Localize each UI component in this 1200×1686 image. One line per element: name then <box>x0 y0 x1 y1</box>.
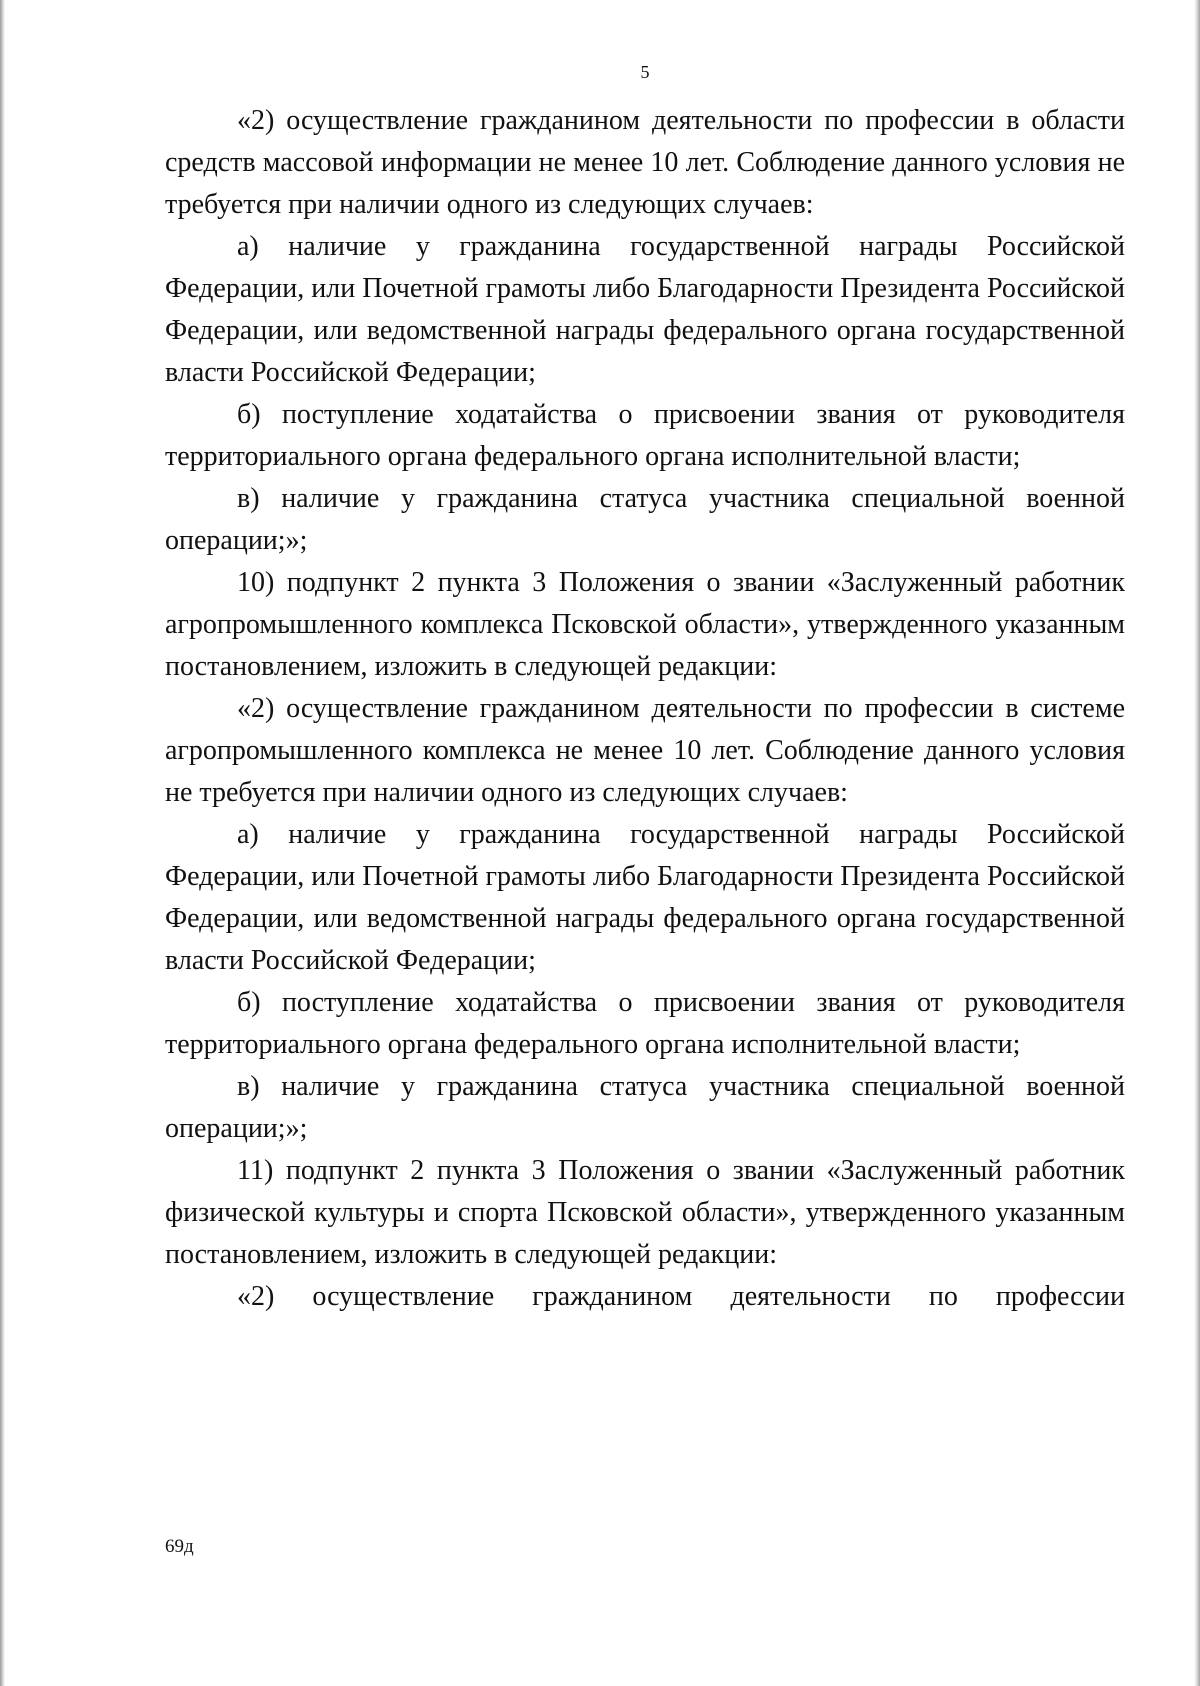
document-body <box>165 100 1125 1318</box>
paragraph: 11) подпункт 2 пункта 3 Положения о звании «Заслуженный работник физической культуры и спорта Псковской области», утвержденного указанным постановлением, изложить в следующей редакции: <box>165 1155 1125 1270</box>
document-code: 69д <box>165 1536 194 1557</box>
paragraph: «2) осуществление гражданином деятельности по профессии <box>237 1281 1125 1312</box>
paragraph: «2) осуществление гражданином деятельности по профессии в системе агропромышленного комплекса не менее 10 лет. Соблюдение данного условия не требуется при наличии одного из следующих случаев: <box>165 693 1125 808</box>
paragraph: а) наличие у гражданина государственной награды Российской Федерации, или Почетной грамоты либо Благодарности Президента Российской Федерации, или ведомственной награды федерального органа государственной власти Российской Федерации; <box>165 231 1125 388</box>
paragraph: «2) осуществление гражданином деятельности по профессии в области средств массовой информации не менее 10 лет. Соблюдение данного условия не требуется при наличии одного из следующих случаев: <box>165 105 1125 220</box>
paragraph: 10) подпункт 2 пункта 3 Положения о звании «Заслуженный работник агропромышленного комплекса Псковской области», утвержденного указанным постановлением, изложить в следующей редакции: <box>165 567 1125 682</box>
scan-edge-right <box>1194 0 1200 1686</box>
page-number: 5 <box>640 62 650 82</box>
paragraph: в) наличие у гражданина статуса участника специальной военной операции;»; <box>165 483 1125 556</box>
scan-edge-left <box>0 0 5 1686</box>
paragraph: а) наличие у гражданина государственной награды Российской Федерации, или Почетной грамоты либо Благодарности Президента Российской Федерации, или ведомственной награды федерального органа государственной власти Российской Федерации; <box>165 819 1125 976</box>
paragraph: б) поступление ходатайства о присвоении звания от руководителя территориального органа федерального органа исполнительной власти; <box>165 987 1125 1060</box>
paragraph: б) поступление ходатайства о присвоении звания от руководителя территориального органа федерального органа исполнительной власти; <box>165 399 1125 472</box>
paragraph: в) наличие у гражданина статуса участника специальной военной операции;»; <box>165 1071 1125 1144</box>
